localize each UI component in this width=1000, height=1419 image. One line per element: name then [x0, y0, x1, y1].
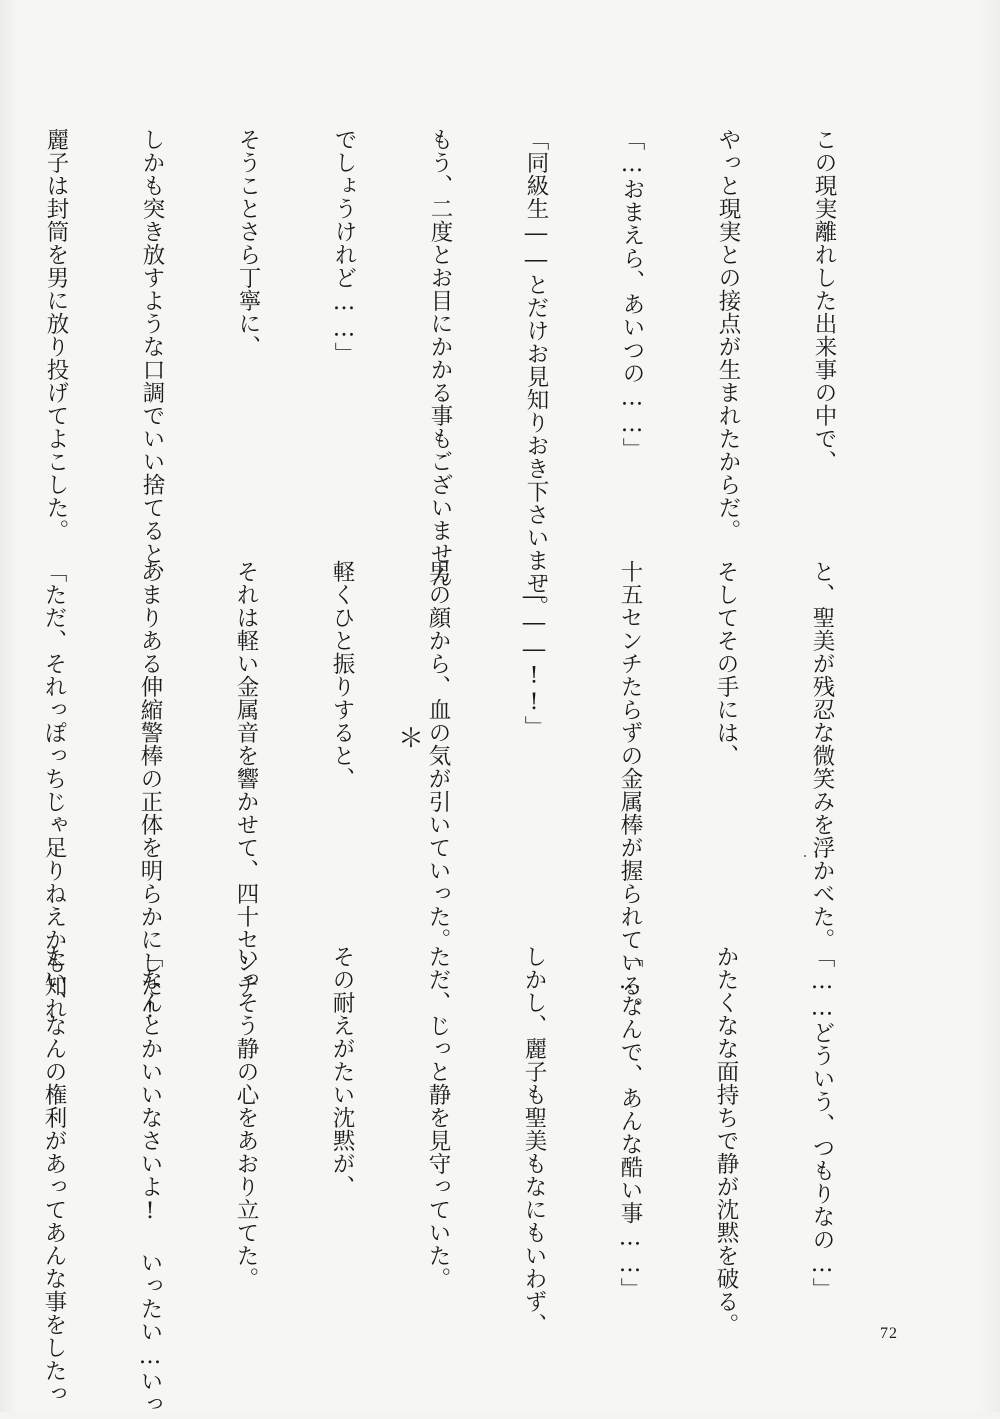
text-line: 「同級生――とだけお見知りおき下さいませ。 — [523, 128, 549, 618]
text-line: それは軽い金属音を響かせて、四十センチ — [233, 560, 259, 997]
text-line: この現実離れした出来事の中で、 — [811, 128, 837, 473]
scene-break-asterisk: ＊ — [398, 724, 425, 754]
text-line: そうことさら丁寧に、 — [235, 128, 261, 358]
text-line: 軽くひと振りすると、 — [329, 560, 355, 790]
text-line: 「ただ、それっぽっちじゃ足りねえかも知れ — [41, 560, 67, 1020]
text-block-middle — [0, 560, 902, 1024]
text-line: あまりある伸縮警棒の正体を明らかにした! — [137, 560, 163, 1024]
text-line: たい、なんの権利があってあんな事をしたっ — [41, 945, 67, 1405]
text-block-upper — [0, 128, 904, 618]
text-line: そしてその手には、 — [713, 560, 739, 767]
text-line: 麗子は封筒を男に放り投げてよこした。 — [43, 128, 69, 542]
text-line: 「なんとかいいなさいよ! いったい…いっ — [137, 945, 163, 1416]
text-line: 「…おまえら、あいつの……」 — [619, 128, 645, 461]
scan-speck — [804, 855, 806, 857]
text-line: しかし、麗子も聖美もなにもいわず、 — [521, 945, 547, 1336]
text-line: しかも突き放すような口調でいい捨てると、 — [139, 128, 165, 588]
text-line: でしょうけれど……」 — [331, 128, 357, 365]
text-line: やっと現実との接点が生まれたからだ。 — [715, 128, 741, 542]
text-line: もう、二度とお目にかかる事もございません — [427, 128, 453, 588]
text-line: いっそう静の心をあおり立てた。 — [233, 945, 259, 1290]
text-line: 十五センチたらずの金属棒が握られている。 — [617, 560, 643, 1020]
page-number: 72 — [880, 1325, 898, 1342]
text-line: 「…なんで、あんな酷い事……」 — [617, 945, 643, 1301]
text-line: 「……どういう、つもりなの…」 — [809, 945, 835, 1301]
text-line: その耐えがたい沈黙が、 — [329, 945, 355, 1198]
text-line: ただ、じっと静を見守っていた。 — [425, 945, 451, 1290]
text-line: と、聖美が残忍な微笑みを浮かべた。 — [809, 560, 835, 951]
text-line: かたくなな面持ちで静が沈黙を破る。 — [713, 945, 739, 1336]
text-line: 「―――!!」 — [521, 560, 547, 739]
text-line: 男の顔から、血の気が引いていった。 — [425, 560, 451, 951]
